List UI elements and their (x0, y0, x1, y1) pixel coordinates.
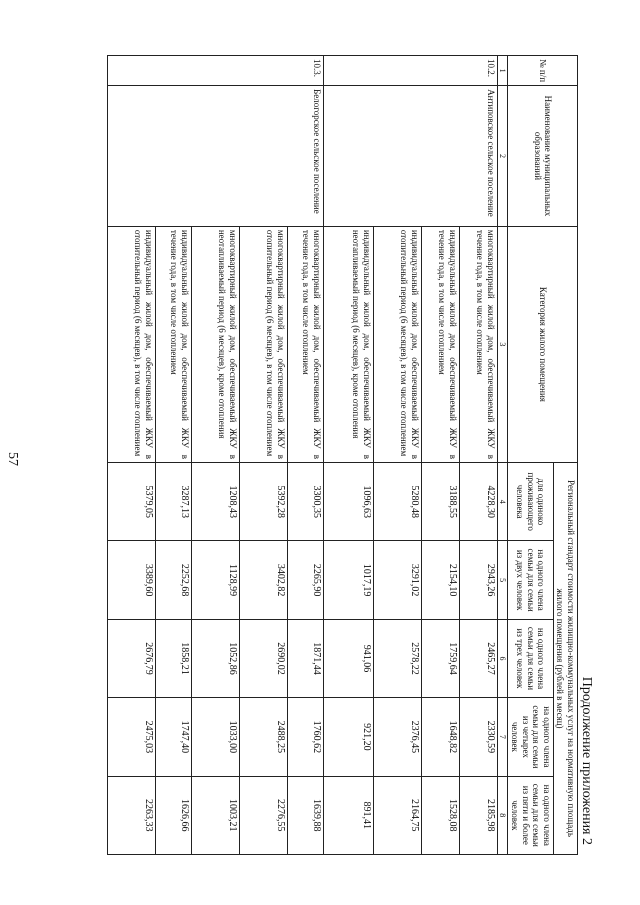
standards-table (107, 55, 578, 855)
value-cell: 1528,08 (421, 776, 459, 854)
table-body (107, 56, 497, 855)
value-cell: 2676,79 (107, 619, 155, 697)
value-cell: 1003,21 (191, 776, 239, 854)
value-cell: 5280,48 (373, 463, 421, 541)
value-cell: 2475,03 (107, 698, 155, 776)
row-number (191, 56, 239, 86)
value-cell: 2252,68 (155, 541, 191, 619)
value-cell: 3389,60 (107, 541, 155, 619)
value-cell: 1648,82 (421, 698, 459, 776)
row-number (107, 56, 155, 86)
value-cell: 4228,30 (459, 463, 497, 541)
header-sub: на одного члена семьи для семьи из трех человек (508, 619, 553, 697)
municipality-name (239, 86, 287, 227)
value-cell: 2943,26 (459, 541, 497, 619)
header-standard: Региональный стандарт стоимости жилищно-коммунальных услуг на нормативную площадь жилого помещения (рублей в месяц) (553, 463, 577, 855)
value-cell: 2488,25 (239, 698, 287, 776)
col-number: 6 (497, 619, 507, 697)
municipality-name: Антиповское сельское поселение (459, 86, 497, 227)
category-cell: многоквартирный жилой дом, обеспечиваемый ЖКУ в течение года, в том числе отоплением (287, 226, 323, 462)
table-row (421, 56, 459, 855)
value-cell: 2376,45 (373, 698, 421, 776)
col-number: 5 (497, 541, 507, 619)
row-number (155, 56, 191, 86)
value-cell: 1858,21 (155, 619, 191, 697)
municipality-name (155, 86, 191, 227)
header-sub: для одиноко проживающего человека (508, 463, 553, 541)
table-row (155, 56, 191, 855)
value-cell: 921,20 (323, 698, 373, 776)
header-sub: на одного члена семьи для семьи из четырех человек (508, 698, 553, 776)
header-sub: на одного члена семьи для семьи из двух человек (508, 541, 553, 619)
col-number: 8 (497, 776, 507, 854)
value-cell: 1052,86 (191, 619, 239, 697)
value-cell: 1747,40 (155, 698, 191, 776)
row-number: 10.2. (459, 56, 497, 86)
value-cell: 1017,19 (323, 541, 373, 619)
value-cell: 1033,00 (191, 698, 239, 776)
municipality-name (107, 86, 155, 227)
category-cell: индивидуальный жилой дом, обеспечиваемый ЖКУ в течение года, в том числе отоплением (421, 226, 459, 462)
value-cell: 3402,82 (239, 541, 287, 619)
header-name: Наименование муниципальных образований (508, 86, 578, 227)
value-cell: 1639,88 (287, 776, 323, 854)
value-cell: 2154,10 (421, 541, 459, 619)
value-cell: 1096,63 (323, 463, 373, 541)
value-cell: 1760,62 (287, 698, 323, 776)
col-number: 7 (497, 698, 507, 776)
municipality-name: Белогорское сельское поселение (287, 86, 323, 227)
table-row (107, 56, 155, 855)
category-cell: индивидуальный жилой дом, обеспечиваемый ЖКУ в отопительный период (6 месяцев), в том числе отоплением (107, 226, 155, 462)
value-cell: 2164,75 (373, 776, 421, 854)
table-row (323, 56, 373, 855)
municipality-name (421, 86, 459, 227)
table-row (373, 56, 421, 855)
row-number (323, 56, 373, 86)
value-cell: 5392,28 (239, 463, 287, 541)
value-cell: 1871,44 (287, 619, 323, 697)
value-cell: 2276,55 (239, 776, 287, 854)
table-row (239, 56, 287, 855)
value-cell: 3300,35 (287, 463, 323, 541)
header-sub: на одного члена семьи для семьи из пяти и более человек (508, 776, 553, 854)
category-cell: многоквартирный жилой дом, обеспечиваемый ЖКУ в неотапливаемый период (6 месяцев), кроме отопления (191, 226, 239, 462)
value-cell: 2690,02 (239, 619, 287, 697)
col-number: 3 (497, 226, 507, 462)
table-row (459, 56, 497, 855)
page-number: 57 (5, 452, 20, 466)
value-cell: 3287,13 (155, 463, 191, 541)
value-cell: 1208,43 (191, 463, 239, 541)
row-number (373, 56, 421, 86)
category-cell: индивидуальный жилой дом, обеспечиваемый ЖКУ в неотапливаемый период (6 месяцев), кроме отопления (323, 226, 373, 462)
col-number: 2 (497, 86, 507, 227)
header-num: № п/п (508, 56, 578, 86)
municipality-name (191, 86, 239, 227)
continuation-title: Продолжение приложения 2 (579, 676, 594, 845)
municipality-name (373, 86, 421, 227)
value-cell: 2330,59 (459, 698, 497, 776)
category-cell: многоквартирный жилой дом, обеспечиваемый ЖКУ в отопительный период (6 месяцев), в том числе отоплением (239, 226, 287, 462)
value-cell: 2578,22 (373, 619, 421, 697)
value-cell: 2185,98 (459, 776, 497, 854)
table-row (191, 56, 239, 855)
municipality-name (323, 86, 373, 227)
row-number (239, 56, 287, 86)
value-cell: 3291,02 (373, 541, 421, 619)
value-cell: 891,41 (323, 776, 373, 854)
value-cell: 3188,55 (421, 463, 459, 541)
col-number: 4 (497, 463, 507, 541)
value-cell: 2465,27 (459, 619, 497, 697)
value-cell: 941,06 (323, 619, 373, 697)
header-category: Категория жилого помещения (508, 226, 578, 462)
row-number: 10.3. (287, 56, 323, 86)
value-cell: 1759,64 (421, 619, 459, 697)
category-cell: многоквартирный жилой дом, обеспечиваемый ЖКУ в течение года, в том числе отоплением (459, 226, 497, 462)
value-cell: 2265,90 (287, 541, 323, 619)
col-number: 1 (497, 56, 507, 86)
value-cell: 1626,66 (155, 776, 191, 854)
row-number (421, 56, 459, 86)
category-cell: индивидуальный жилой дом, обеспечиваемый ЖКУ в отопительный период (6 месяцев), в том числе отоплением (373, 226, 421, 462)
value-cell: 5379,05 (107, 463, 155, 541)
value-cell: 1128,99 (191, 541, 239, 619)
category-cell: индивидуальный жилой дом, обеспечиваемый ЖКУ в течение года, в том числе отоплением (155, 226, 191, 462)
value-cell: 2263,33 (107, 776, 155, 854)
table-row (287, 56, 323, 855)
